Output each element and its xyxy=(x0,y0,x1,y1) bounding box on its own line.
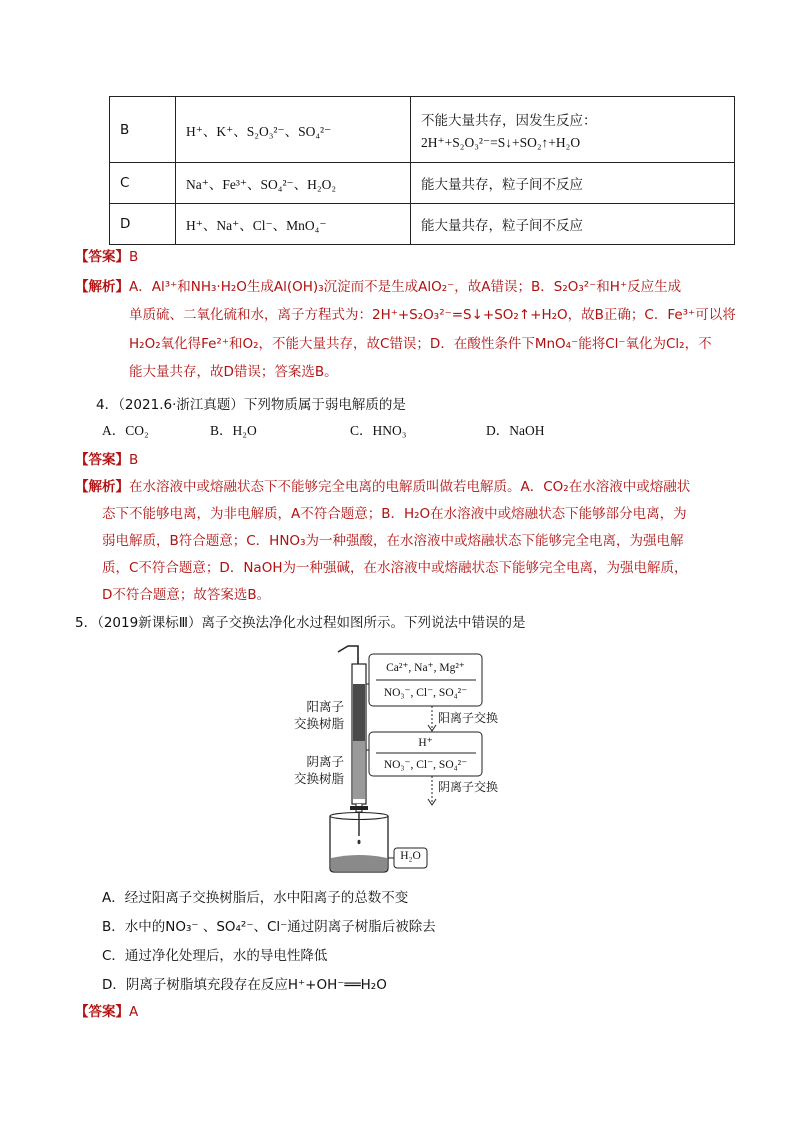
option-a: A．CO₂ xyxy=(102,423,149,438)
cation-resin-label-1: 阳离子 xyxy=(306,699,344,714)
analysis-tag: 【解析】 xyxy=(75,279,129,295)
q4-answer xyxy=(75,450,138,470)
option-d: D．NaOH xyxy=(486,423,545,438)
q4-analysis-line-2: 态下不能够电离，为非电解质，A不符合题意；B．H₂O在水溶液中或熔融状态下能够部分电离，为 xyxy=(102,506,687,522)
ion-group: H⁺、Na⁺、Cl⁻、MnO₄⁻ xyxy=(176,204,411,245)
table-row xyxy=(110,97,735,163)
result-cell xyxy=(411,97,735,163)
q4-analysis-line-1 xyxy=(75,477,690,497)
ion-exchange-figure xyxy=(270,640,530,875)
ion-group: H⁺、K⁺、S₂O₃²⁻、SO₄²⁻ xyxy=(176,97,411,163)
row-label: D xyxy=(110,204,176,245)
q4-analysis-line-4: 质，C不符合题意；D．NaOH为一种强碱，在水溶液中或熔融状态下能够完全电离，为强电解质， xyxy=(102,560,688,576)
q4-analysis-line-3: 弱电解质，B符合题意；C．HNO₃为一种强酸，在水溶液中或熔融状态下能够完全电离，为强电解 xyxy=(102,533,684,549)
option-b: B．H₂O xyxy=(210,423,257,438)
inlet-tube xyxy=(338,646,358,664)
box2-anions: NO₃⁻, Cl⁻, SO₄²⁻ xyxy=(383,759,468,771)
q5-answer xyxy=(75,1002,138,1022)
anion-resin-label xyxy=(270,753,344,787)
q5-stem: 5．（2019新课标Ⅲ）离子交换法净化水过程如图所示。下列说法中错误的是 xyxy=(75,615,526,631)
anion-resin-label-1: 阴离子 xyxy=(306,754,344,769)
box1-cations: Ca²⁺, Na⁺, Mg²⁺ xyxy=(386,662,465,674)
result-text: 能大量共存，粒子间不反应 xyxy=(411,163,735,204)
ion-group: Na⁺、Fe³⁺、SO₄²⁻、H₂O₂ xyxy=(176,163,411,204)
row-label: B xyxy=(110,97,176,163)
analysis-text: A．Al³⁺和NH₃·H₂O生成Al(OH)₃沉淀而不是生成AlO₂⁻，故A错误；B．S₂O₃²⁻和H⁺反应生成 xyxy=(129,279,682,295)
cation-resin-fill xyxy=(353,684,365,741)
q5-option-d: D．阴离子树脂填充段存在反应H⁺+OH⁻══H₂O xyxy=(102,977,387,993)
q5-option-c: C．通过净化处理后，水的导电性降低 xyxy=(102,948,328,964)
q4-analysis-line-5: D不符合题意；故答案选B。 xyxy=(102,587,271,603)
analysis-tag: 【解析】 xyxy=(75,479,129,495)
answer-tag: 【答案】 xyxy=(75,1004,129,1020)
box1-anions: NO₃⁻, Cl⁻, SO₄²⁻ xyxy=(383,687,468,699)
q3-analysis-line-1 xyxy=(75,277,681,297)
equation: 2H⁺+S₂O₃²⁻=S↓+SO₂↑+H₂O xyxy=(421,134,581,150)
anion-resin-fill xyxy=(353,741,365,799)
answer-tag: 【答案】 xyxy=(75,249,129,265)
q3-analysis-line-4: 能大量共存，故D错误；答案选B。 xyxy=(129,364,338,380)
water xyxy=(331,855,387,871)
answer-value: A xyxy=(129,1004,139,1020)
table-row xyxy=(110,163,735,204)
table-row xyxy=(110,204,735,245)
q3-analysis-line-2: 单质硫、二氧化硫和水，离子方程式为：2H⁺+S₂O₃²⁻=S↓+SO₂↑+H₂O，故B正确；C．Fe³⁺可以将 xyxy=(129,307,736,323)
q4-options xyxy=(102,421,545,441)
cation-resin-label xyxy=(270,698,344,732)
option-c: C．HNO₃ xyxy=(350,423,407,438)
answer-value: B xyxy=(129,249,139,265)
answer-value: B xyxy=(129,452,139,468)
droplet xyxy=(358,840,361,844)
q3-analysis-line-3: H₂O₂氧化得Fe²⁺和O₂，不能大量共存，故C错误；D．在酸性条件下MnO₄⁻能将Cl⁻氧化为Cl₂，不 xyxy=(129,336,712,352)
result-text: 能大量共存，粒子间不反应 xyxy=(411,204,735,245)
options-table xyxy=(109,96,735,245)
q5-option-a: A．经过阳离子交换树脂后，水中阳离子的总数不变 xyxy=(102,890,409,906)
cation-resin-label-2: 交换树脂 xyxy=(293,716,344,731)
q3-answer xyxy=(75,247,138,267)
row-label: C xyxy=(110,163,176,204)
answer-tag: 【答案】 xyxy=(75,452,129,468)
result-text: 不能大量共存，因发生反应： xyxy=(421,112,597,129)
q5-option-b: B．水中的NO₃⁻ 、SO₄²⁻、Cl⁻通过阴离子树脂后被除去 xyxy=(102,919,436,935)
cation-exchange-label: 阳离子交换 xyxy=(438,711,499,725)
analysis-text: 在水溶液中或熔融状态下不能够完全电离的电解质叫做若电解质。A．CO₂在水溶液中或熔融状 xyxy=(129,479,691,495)
anion-resin-label-2: 交换树脂 xyxy=(293,771,344,786)
stopcock xyxy=(350,806,368,810)
water-label: H₂O xyxy=(400,850,421,862)
anion-exchange-label: 阴离子交换 xyxy=(438,780,499,794)
q4-stem: 4．（2021.6·浙江真题）下列物质属于弱电解质的是 xyxy=(96,397,406,413)
box2-cations: H⁺ xyxy=(418,737,433,749)
